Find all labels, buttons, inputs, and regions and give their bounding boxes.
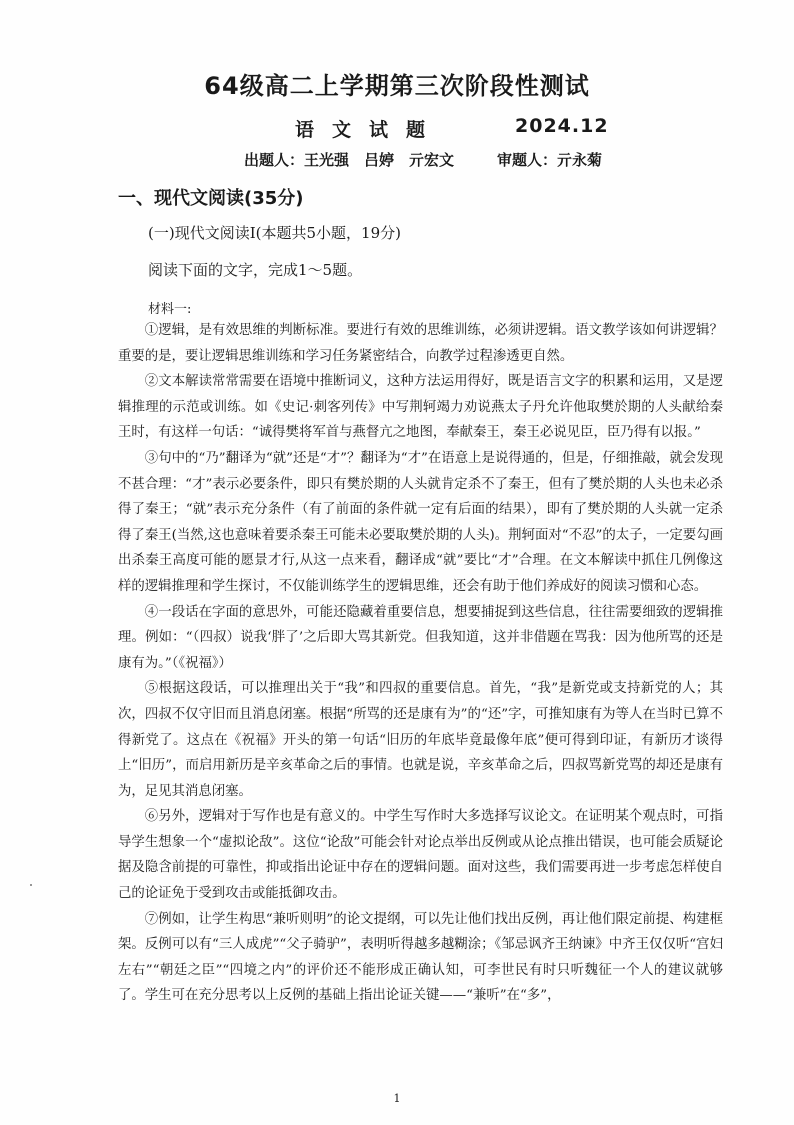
exam-title: 64级高二上学期第三次阶段性测试 [204,72,590,100]
paragraph: ③句中的“乃”翻译为“就”还是“才”？翻译为“才”在语意上是说得通的，但是，仔细推敲，就会发现不甚合理：“才”表示必要条件，即只有樊於期的人头就肯定杀不了秦王，但有了樊於期的人头也未必杀得了秦王；“就”表示充分条件（有了前面的条件就一定有后面的结果），即有了樊於期的人头就一定杀得了秦王(当然,这也意味着要杀秦王可能未必要取樊於期的人头)。荆轲面对“不忍”的太子，一定要勾画出杀秦王高度可能的愿景才行,从这一点来看，翻译成“就”要比“才”合理。在文本解读中抓住几例像这样的逻辑推理和学生探讨，不仅能训练学生的逻辑思维，还会有助于他们养成好的阅读习惯和心态。 [118,450,723,594]
material-label: 材料一: [148,302,192,317]
page-number: 1 [393,1092,401,1105]
paragraph: ②文本解读常常需要在语境中推断词义，这种方法运用得好，既是语言文字的积累和运用，又是逻辑推理的示范或训练。如《史记·刺客列传》中写荆轲竭力劝说燕太子丹允许他取樊於期的人头献给秦王时，有这样一句话：“诚得樊将军首与燕督亢之地图，奉献秦王，秦王必说见臣，臣乃得有以报。” [118,374,723,441]
subsection-heading: (一)现代文阅读Ⅰ(本题共5小题，19分) [148,224,401,242]
passage-body [118,318,723,1009]
question-authors: 出题人：王光强 吕婷 亓宏文 [244,151,455,169]
paragraph: ①逻辑，是有效思维的判断标准。要进行有效的思维训练，必须讲逻辑。语文教学该如何讲逻辑？重要的是，要让逻辑思维训练和学习任务紧密结合，向教学过程渗透更自然。 [118,323,723,364]
subject-name: 语文试题 [295,119,444,141]
reading-instruction: 阅读下面的文字，完成1～5题。 [148,261,363,279]
paragraph: ⑤根据这段话，可以推理出关于“我”和四叔的重要信息。首先，“我”是新党或支持新党的人；其次，四叔不仅守旧而且消息闭塞。根据“所骂的还是康有为”的“还”字，可推知康有为等人在当时已算不得新党了。这点在《祝福》开头的第一句话“旧历的年底毕竟最像年底”便可得到印证，有新历才谈得上“旧历”，而启用新历是辛亥革命之后的事情。也就是说，辛亥革命之后，四叔骂新党骂的却还是康有为，足见其消息闭塞。 [118,681,723,799]
exam-date: 2024.12 [515,115,609,137]
paragraph: ⑦例如，让学生构思“兼听则明”的论文提纲，可以先让他们找出反例，再让他们限定前提、构建框架。反例可以有“三人成虎”“父子骑驴”，表明听得越多越糊涂；《邹忌讽齐王纳谏》中齐王仅仅听“宫妇左右”“朝廷之臣”“四境之内”的评价还不能形成正确认知，可李世民有时只听魏征一个人的建议就够了。学生可在充分思考以上反例的基础上指出论证关键——“兼听”在“多”， [118,911,723,1004]
reviewer: 审题人：亓永菊 [497,151,603,169]
scan-speck [30,884,32,886]
section-heading: 一、现代文阅读(35分) [118,188,304,209]
paragraph: ⑥另外，逻辑对于写作也是有意义的。中学生写作时大多选择写议论文。在证明某个观点时，可指导学生想象一个“虚拟论敌”。这位“论敌”可能会针对论点举出反例或从论点推出错误，也可能会质疑论据及隐含前提的可靠性，抑或指出论证中存在的逻辑问题。面对这些，我们需要再进一步考虑怎样使自己的论证免于受到攻击或能抵御攻击。 [118,809,723,902]
paragraph: ④一段话在字面的意思外，可能还隐藏着重要信息，想要捕捉到这些信息，往往需要细致的逻辑推理。例如：“（四叔）说我‘胖了’之后即大骂其新党。但我知道，这并非借题在骂我：因为他所骂的还是康有为。”（《祝福》） [118,604,723,671]
